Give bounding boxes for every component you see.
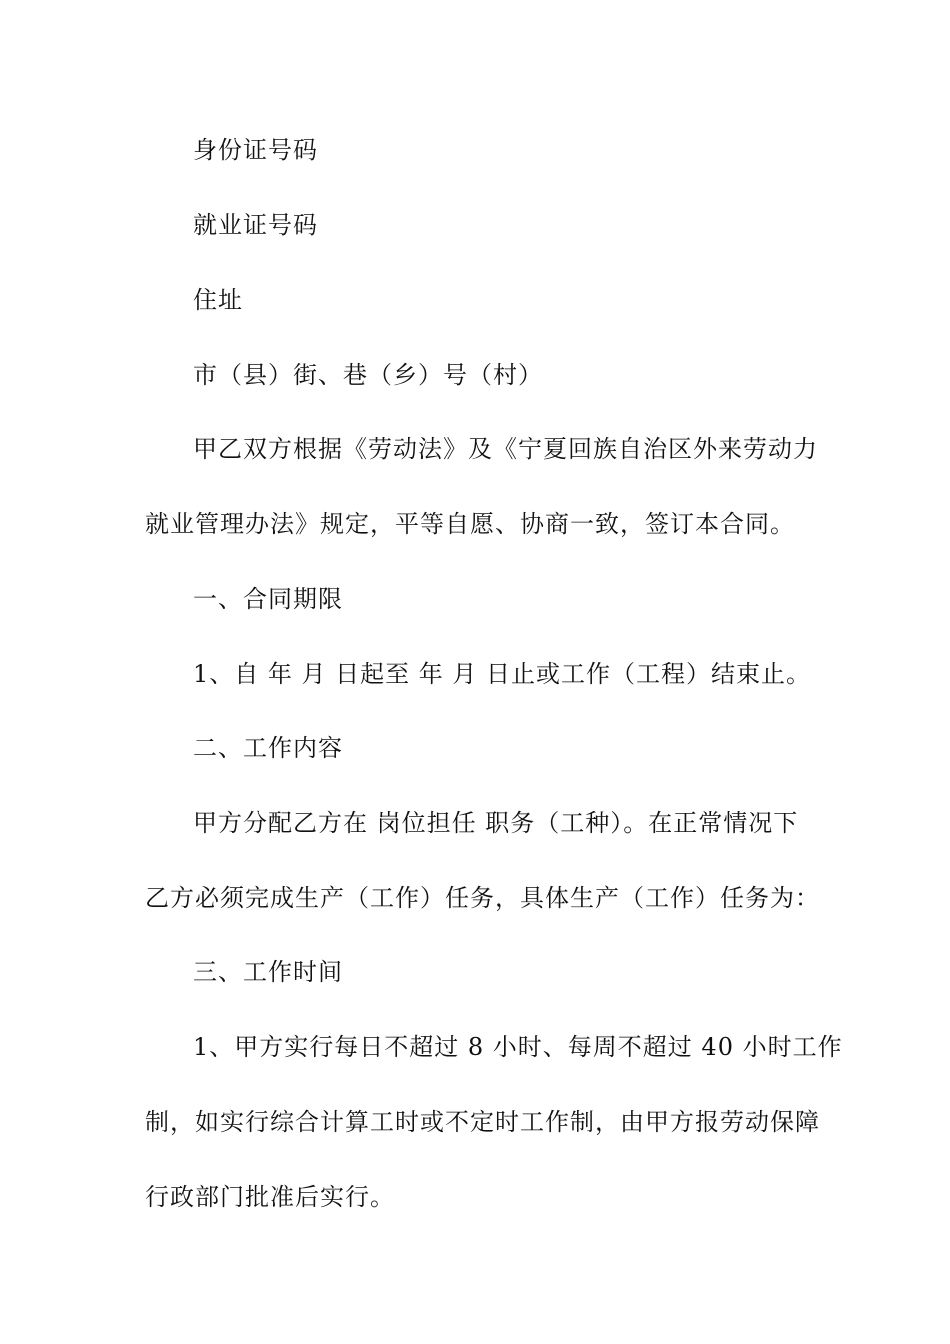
work-content-line-1: 甲方分配乙方在 岗位担任 职务（工种）。在正常情况下 bbox=[193, 809, 799, 837]
work-content-line-2: 乙方必须完成生产（工作）任务，具体生产（工作）任务为： bbox=[145, 884, 820, 912]
work-hours-line-2: 制，如实行综合计算工时或不定时工作制，由甲方报劳动保障 bbox=[145, 1108, 820, 1136]
address-detail-line: 市（县）街、巷（乡）号（村） bbox=[193, 361, 543, 389]
preamble-line-2: 就业管理办法》规定，平等自愿、协商一致，签订本合同。 bbox=[145, 510, 795, 538]
work-hours-line-3: 行政部门批准后实行。 bbox=[145, 1183, 395, 1211]
section-3-heading: 三、工作时间 bbox=[193, 958, 343, 986]
address-label: 住址 bbox=[193, 286, 243, 314]
work-hours-line-1: 1、甲方实行每日不超过 8 小时、每周不超过 40 小时工作 bbox=[193, 1033, 843, 1061]
section-2-heading: 二、工作内容 bbox=[193, 734, 343, 762]
section-1-heading: 一、合同期限 bbox=[193, 585, 343, 613]
employment-cert-label: 就业证号码 bbox=[193, 211, 318, 239]
contract-term-clause: 1、自 年 月 日起至 年 月 日止或工作（工程）结束止。 bbox=[193, 660, 812, 688]
preamble-line-1: 甲乙双方根据《劳动法》及《宁夏回族自治区外来劳动力 bbox=[193, 435, 818, 463]
id-number-label: 身份证号码 bbox=[193, 136, 318, 164]
